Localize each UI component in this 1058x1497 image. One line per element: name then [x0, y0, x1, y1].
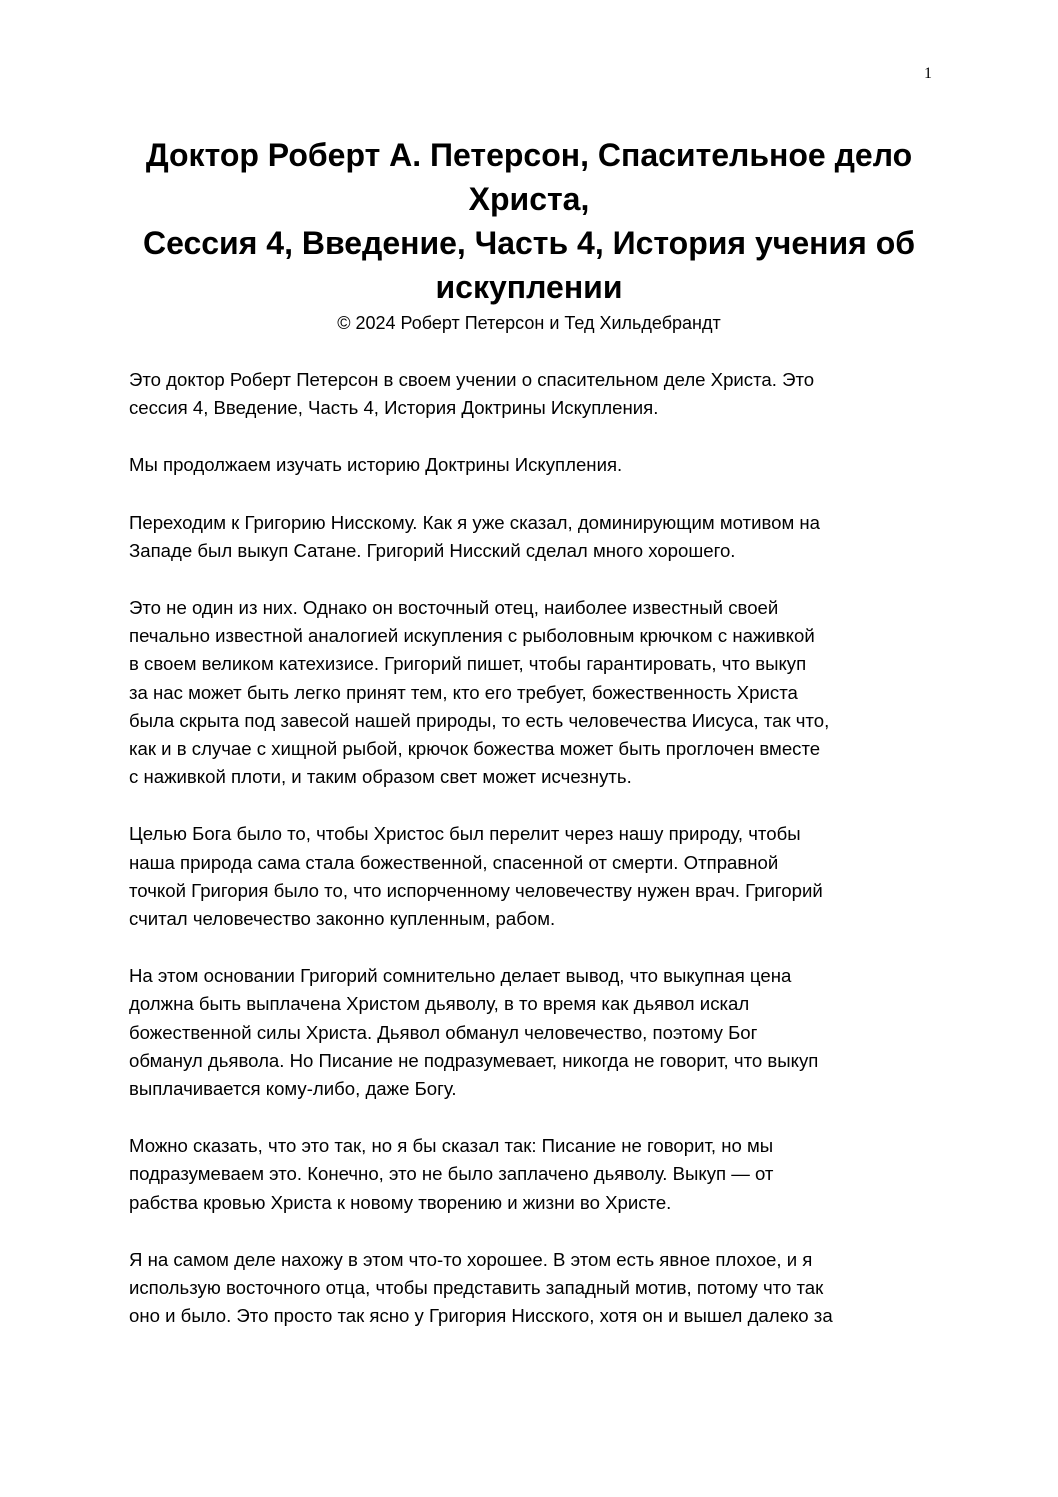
text-line: подразумеваем это. Конечно, это не было заплачено дьяволу. Выкуп — от — [129, 1163, 774, 1185]
text-line: Я на самом деле нахожу в этом что-то хорошее. В этом есть явное плохое, и я — [129, 1248, 813, 1270]
text-line: печально известной аналогией искупления с рыболовным крючком с наживкой — [129, 625, 815, 647]
text-line: за нас может быть легко принят тем, кто его требует, божественность Христа — [129, 681, 798, 703]
text-line: Это не один из них. Однако он восточный отец, наиболее известный своей — [129, 597, 779, 619]
text-line: использую восточного отца, чтобы представить западный мотив, потому что так — [129, 1277, 824, 1299]
text-line: с наживкой плоти, и таким образом свет может исчезнуть. — [129, 766, 632, 788]
text-line: считал человечество законно купленным, рабом. — [129, 908, 556, 930]
text-line: божественной силы Христа. Дьявол обманул человечество, поэтому Бог — [129, 1021, 758, 1043]
text-line: выплачивается кому-либо, даже Богу. — [129, 1078, 457, 1100]
text-line: рабства кровью Христа к новому творению и жизни во Христе. — [129, 1191, 672, 1213]
body-text — [129, 366, 935, 1359]
title-line-2: Христа, — [468, 181, 590, 217]
text-line: оно и было. Это просто так ясно у Григория Нисского, хотя он и вышел далеко за — [129, 1305, 833, 1327]
text-line: Целью Бога было то, чтобы Христос был перелит через нашу природу, чтобы — [129, 823, 801, 845]
text-line: сессия 4, Введение, Часть 4, История Доктрины Искупления. — [129, 397, 659, 419]
title-line-1: Доктор Роберт А. Петерсон, Спасительное дело — [145, 137, 913, 173]
paragraph-6 — [129, 962, 935, 1103]
paragraph-7 — [129, 1132, 935, 1217]
paragraph-1 — [129, 366, 935, 422]
text-line: Западе был выкуп Сатане. Григорий Нисский сделал много хорошего. — [129, 539, 736, 561]
paragraph-3 — [129, 509, 935, 565]
text-line: должна быть выплачена Христом дьяволу, в то время как дьявол искал — [129, 993, 750, 1015]
text-line: обманул дьявола. Но Писание не подразумевает, никогда не говорит, что выкуп — [129, 1049, 819, 1071]
text-line: как и в случае с хищной рыбой, крючок божества может быть проглочен вместе — [129, 738, 821, 760]
text-line: точкой Григория было то, что испорченному человечеству нужен врач. Григорий — [129, 879, 823, 901]
title-line-3: Сессия 4, Введение, Часть 4, История учения об — [142, 225, 916, 261]
text-line: На этом основании Григорий сомнительно делает вывод, что выкупная цена — [129, 965, 792, 987]
paragraph-8 — [129, 1246, 935, 1331]
text-line: Можно сказать, что это так, но я бы сказал так: Писание не говорит, но мы — [129, 1135, 774, 1157]
paragraph-5 — [129, 820, 935, 933]
text-line: наша природа сама стала божественной, спасенной от смерти. Отправной — [129, 851, 779, 873]
text-line: Мы продолжаем изучать историю Доктрины Искупления. — [129, 454, 623, 476]
title-line-4: искуплении — [435, 269, 623, 305]
text-line: Переходим к Григорию Нисскому. Как я уже сказал, доминирующим мотивом на — [129, 511, 821, 533]
text-line: была скрыта под завесой нашей природы, то есть человечества Иисуса, так что, — [129, 709, 830, 731]
text-line: Это доктор Роберт Петерсон в своем учении о спасительном деле Христа. Это — [129, 369, 815, 390]
paragraph-2 — [129, 451, 935, 479]
page-number: 1 — [924, 65, 932, 82]
paragraph-4 — [129, 594, 935, 791]
copyright-line: © 2024 Роберт Петерсон и Тед Хильдебрандт — [337, 313, 721, 333]
text-line: в своем великом катехизисе. Григорий пишет, чтобы гарантировать, что выкуп — [129, 653, 807, 675]
title-block — [100, 133, 958, 336]
